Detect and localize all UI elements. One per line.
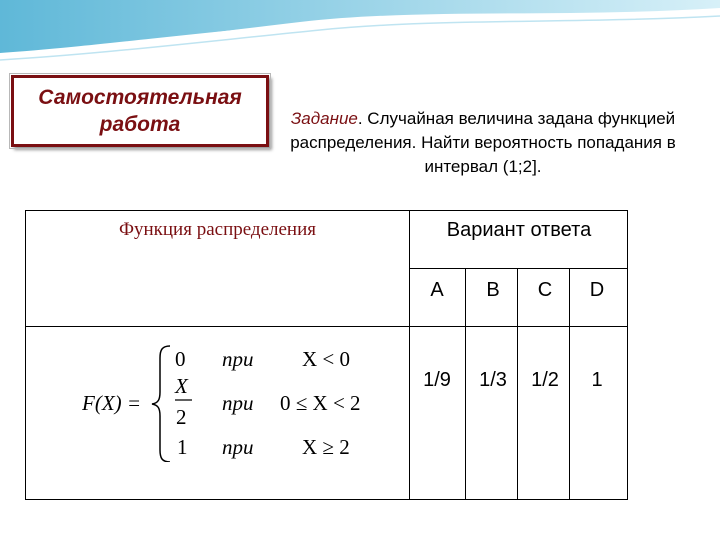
table-row-line (26, 326, 627, 327)
option-letter-d: D (589, 279, 605, 301)
case-1-denominator: 2 (176, 405, 187, 429)
case-1-numerator: X (175, 374, 188, 398)
case-0-word: при (222, 347, 254, 371)
option-value-c: 1/2 (531, 369, 559, 391)
option-value-b: 1/3 (479, 369, 507, 391)
option-letter-c: C (537, 279, 553, 301)
case-0-condition: X < 0 (302, 347, 351, 371)
option-letter-a: A (430, 279, 444, 301)
case-2-condition: X ≥ 2 (302, 435, 350, 459)
slide-title: Самостоятельная работа (38, 86, 242, 136)
task-label: Задание (290, 109, 358, 128)
table-header-line (409, 268, 627, 269)
option-value-a: 1/9 (423, 369, 451, 391)
case-2-value: 1 (177, 435, 188, 459)
formula-lhs: F(X) = (82, 391, 142, 415)
formula-brace (152, 346, 170, 462)
header-wave-decoration (0, 0, 720, 80)
table-divider-main (409, 211, 410, 499)
option-letter-b: B (486, 279, 500, 301)
distribution-function-formula (82, 342, 382, 462)
function-header: Функция распределения (118, 219, 317, 240)
case-2-word: при (222, 435, 254, 459)
case-1-word: при (222, 391, 254, 415)
task-statement (288, 107, 678, 179)
title-box (11, 75, 269, 147)
case-1-condition: 0 ≤ X < 2 (280, 391, 361, 415)
case-0-value: 0 (175, 347, 186, 371)
task-text: . Случайная величина задана функцией распределения. Найти вероятность попадания в интервал (1;2]. (290, 109, 676, 176)
option-value-d: 1 (591, 369, 603, 391)
answer-header: Вариант ответа (446, 219, 592, 241)
